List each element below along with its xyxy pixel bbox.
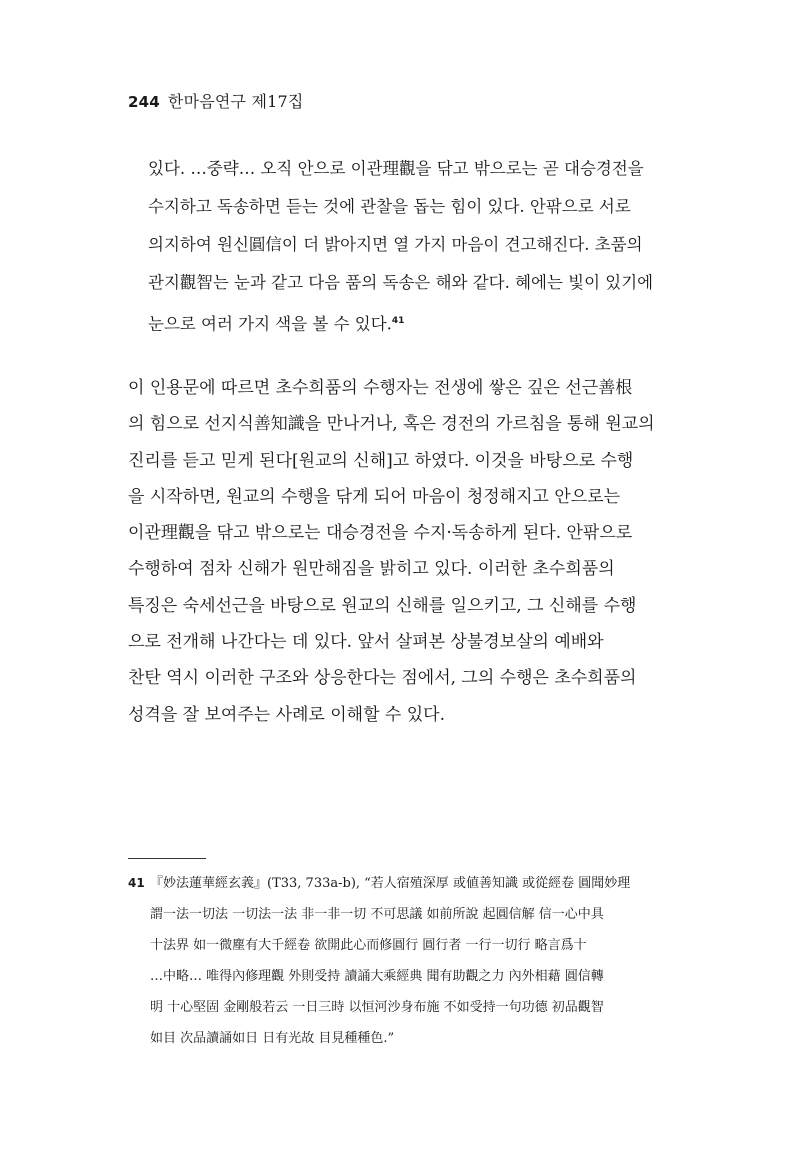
- footnote-line: 明 十心堅固 金剛般若云 一日三時 以恒河沙身布施 不如受持一句功德 初品觀智: [150, 1000, 604, 1015]
- body-line: 특징은 숙세선근을 바탕으로 원교의 신해를 일으키고, 그 신해를 수행: [128, 595, 637, 616]
- quote-line: 있다. …중략… 오직 안으로 이관理觀을 닦고 밖으로는 곧 대승경전을: [148, 159, 644, 178]
- quote-line: 의지하여 원신圓信이 더 밝아지면 열 가지 마음이 견고해진다. 초품의: [148, 235, 643, 254]
- footnote-divider: [128, 858, 206, 859]
- footnote-line: 如目 次品讀誦如日 日有光故 目見種種色.”: [150, 1031, 395, 1046]
- footnote: [128, 868, 678, 1054]
- body-line: 성격을 잘 보여주는 사례로 이해할 수 있다.: [128, 704, 446, 725]
- body-line: 찬탄 역시 이러한 구조와 상응한다는 점에서, 그의 수행은 초수희품의: [128, 668, 637, 689]
- body-line: 의 힘으로 선지식善知識을 만나거나, 혹은 경전의 가르침을 통해 원교의: [128, 414, 655, 435]
- footnote-number: 41: [128, 876, 145, 890]
- quote-line-text: 눈으로 여러 가지 색을 볼 수 있다.: [148, 314, 392, 334]
- footnote-reference[interactable]: 41: [391, 316, 405, 326]
- footnote-line: 十法界 如一微塵有大千經卷 欲開此心而修圓行 圓行者 一行一切行 略言爲十: [150, 938, 587, 953]
- footnote-line: 謂一法一切法 一切法一法 非一非一切 不可思議 如前所說 起圓信解 信一心中具: [150, 907, 604, 922]
- body-line: 이 인용문에 따르면 초수희품의 수행자는 전생에 쌓은 깊은 선근善根: [128, 378, 633, 398]
- body-line: 으로 전개해 나간다는 데 있다. 앞서 살펴본 상불경보살의 예배와: [128, 632, 604, 653]
- body-line: 진리를 듣고 믿게 된다[원교의 신해]고 하였다. 이것을 바탕으로 수행: [128, 450, 634, 471]
- quote-line: 수지하고 독송하면 듣는 것에 관찰을 돕는 힘이 있다. 안팎으로 서로: [148, 197, 631, 216]
- quote-line: 관지觀智는 눈과 같고 다음 품의 독송은 해와 같다. 혜에는 빛이 있기에: [148, 273, 654, 292]
- footnote-line: 『妙法蓮華經玄義』(T33, 733a-b), “若人宿殖深厚 或値善知識 或從經卷 圓聞妙理: [150, 876, 631, 891]
- body-line: 이관理觀을 닦고 밖으로는 대승경전을 수지·독송하게 된다. 안팎으로: [128, 523, 633, 544]
- page-number: 244: [128, 93, 160, 111]
- block-quote: [148, 150, 678, 340]
- journal-title: 한마음연구 제17집: [167, 92, 304, 111]
- body-paragraph: [128, 370, 676, 733]
- body-line: 수행하여 점차 신해가 원만해짐을 밝히고 있다. 이러한 초수희품의: [128, 559, 615, 580]
- footnote-line: …中略… 唯得內修理觀 外則受持 讀誦大乘經典 聞有助觀之力 內外相藉 圓信轉: [150, 969, 604, 984]
- quote-line-last: [148, 302, 678, 340]
- body-line: 을 시작하면, 원교의 수행을 닦게 되어 마음이 청정해지고 안으로는: [128, 486, 621, 507]
- running-head: [128, 89, 304, 112]
